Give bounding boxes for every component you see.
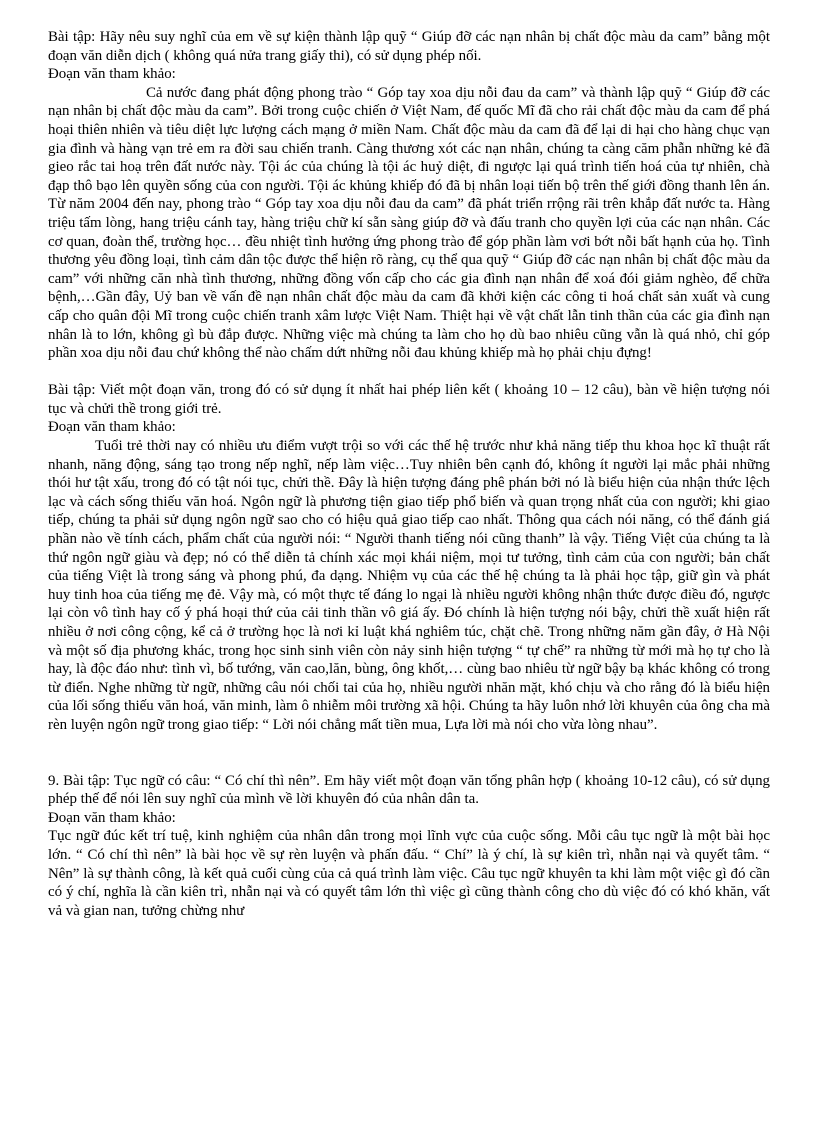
exercise-9-reference-paragraph: Tục ngữ đúc kết trí tuệ, kinh nghiệm của nhân dân trong mọi lĩnh vực của cuộc sống. Mỗi câu tục ngữ là một bài học lớn. “ Có chí thì nên” là bài học về sự rèn luyện và phấn đấu. “ Chí” là ý chí, là sự kiên trì, nhẫn nại và quyết tâm. “ Nên” là sự thành công, là kết quả cuối cùng của cả quá trình làm việc. Câu tục ngữ khuyên ta khi làm một việc gì đó cần có ý chí, nghĩa là cần kiên trì, nhẫn nại và có quyết tâm lớn thì việc gì cũng thành công cho dù việc đó có khó khăn, vất vả và gian nan, tưởng chừng như: [48, 828, 770, 919]
exercise-9: [48, 772, 770, 921]
spacer: [48, 735, 770, 772]
exercise-1-task: Bài tập: Hãy nêu suy nghĩ của em về sự kiện thành lập quỹ “ Giúp đỡ các nạn nhân bị chất độc màu da cam” bằng một đoạn văn diễn dịch ( không quá nửa trang giấy thi), có sử dụng phép nối.: [48, 29, 770, 64]
exercise-2-reference-label: Đoạn văn tham khảo:: [48, 419, 176, 436]
exercise-2-reference-paragraph: Tuổi trẻ thời nay có nhiều ưu điểm vượt trội so với các thế hệ trước như khả năng tiếp thu khoa học kĩ thuật rất nhanh, năng động, sáng tạo trong nếp nghĩ, nếp làm việc…Tuy nhiên bên cạnh đó, không ít người lại mắc phải những thói hư tật xấu, trong đó có tật nói tục, chửi thề. Đây là hiện tượng đáng phê phán bởi nó là biểu hiện của nhận thức lệch lạc và cách sống thiếu văn hoá. Ngôn ngữ là phương tiện giao tiếp phổ biến và quan trọng nhất của con người; khi giao tiếp, chúng ta phải sử dụng ngôn ngữ sao cho có hiệu quả giao tiếp cao nhất. Thông qua cách nói năng, có thể đánh giá phần nào về tính cách, phẩm chất của người nói: “ Người thanh tiếng nói cũng thanh” là vậy. Tiếng Việt của chúng ta là thứ ngôn ngữ giàu và đẹp; nó có thể diễn tả chính xác mọi khái niệm, mọi tư tưởng, tình cảm của con người; bản chất của tiếng Việt là trong sáng và phong phú, đa dạng. Nhiệm vụ của các thế hệ chúng ta là phải học tập, giữ gìn và phát huy tinh hoa của tiếng mẹ đẻ. Vậy mà, có một thực tế đáng lo ngại là nhiều người không nhận thức được điều đó, ngược lại còn vô tình hay cố ý phá hoại thứ của cải tinh thần vô giá ấy. Đó chính là hiện tượng nói bậy, chửi thề xuất hiện rất nhiều ở nơi công cộng, kể cả ở trường học là nơi kỉ luật khá nghiêm túc, chặt chẽ. Trong những năm gần đây, ở Hà Nội và một số địa phương khác, trong học sinh sinh viên còn nảy sinh hiện tượng “ tự chế” ra những từ mới mà họ tự cho là hay, là độc đáo như: tình vì, bố tướng, văn cao,lăn, bùng, ông khốt,… cùng bao nhiêu từ ngữ bậy bạ khác không có trong từ điển. Nghe những từ ngữ, những câu nói chối tai của họ, nhiều người nhăn mặt, khó chịu và cho rằng đó là biểu hiện của lối sống thiếu văn hoá, văn minh, làm ô nhiễm môi trường xã hội. Chúng ta hãy luôn nhớ lời khuyên của ông cha mà rèn luyện ngôn ngữ trong giao tiếp: “ Lời nói chẳng mất tiền mua, Lựa lời mà nói cho vừa lòng nhau”.: [48, 438, 770, 733]
exercise-9-task: 9. Bài tập: Tục ngữ có câu: “ Có chí thì nên”. Em hãy viết một đoạn văn tổng phân hợp ( khoảng 10-12 câu), có sử dụng phép thế để nói lên suy nghĩ của mình về lời khuyên đó của nhân dân ta.: [48, 772, 770, 808]
exercise-1-reference-paragraph: Cả nước đang phát động phong trào “ Góp tay xoa dịu nỗi đau da cam” và thành lập quỹ “ Giúp đỡ các nạn nhân bị chất độc màu da cam”. Bởi trong cuộc chiến ở Việt Nam, đế quốc Mĩ đã cho rải chất độc màu da cam để phá hoại thiên nhiên và tiêu diệt lực lượng cách mạng ở miền Nam. Chất độc màu da cam đã để lại di hại cho hàng chục vạn gia đình và hàng vạn trẻ em ra đời sau chiến tranh. Càng thương xót các nạn nhân, chúng ta càng căm phẫn những kẻ đã gieo rắc tai hoạ trên đất nước này. Tội ác của chúng là tội ác huỷ diệt, đi ngược lại quá trình tiến hoá của tự nhiên, chà đạp thô bạo lên quyền sống của con người. Tội ác khủng khiếp đó đã bị nhân loại tiến bộ trên thế giới đồng thanh lên án. Từ năm 2004 đến nay, phong trào “ Góp tay xoa dịu nỗi đau da cam” đã phát triển rrộng rãi trên khắp đất nước ta. Hàng triệu tấm lòng, hang triệu cánh tay, hàng triệu chữ kí sẵn sàng giúp đỡ và đấu tranh cho quyền lợi của các nạn nhân. Các cơ quan, đoàn thể, trường học… đều nhiệt tình hưởng ứng phong trào để góp phần làm vơi bớt nỗi bất hạnh của họ. Tình thương yêu đồng loại, tình cảm dân tộc được thể hiện rõ ràng, cụ thể qua quỹ “ Giúp đỡ các nạn nhân bị chất độc màu da cam” với những căn nhà tình thương, những đồng vốn cấp cho các gia đình nạn nhân để xoá đói giảm nghèo, để chữa bệnh,…Gần đây, Uỷ ban về vấn đề nạn nhân chất độc màu da cam đã khởi kiện các công ti hoá chất sản xuất và cung cấp cho quân đội Mĩ trong cuộc chiến tranh xâm lược Việt Nam. Thiệt hại về vật chất lẫn tinh thần của các gia đình nạn nhân là to lớn, không gì bù đắp được. Những việc mà chúng ta làm cho họ dù bao nhiêu cũng vẫn là quá nhỏ, chỉ góp phần xoa dịu nỗi đau chứ không thể nào chấm dứt những nỗi đau khủng khiếp mà họ phải chịu đựng!: [48, 84, 770, 362]
exercise-2: [48, 381, 770, 734]
document-page: [48, 28, 770, 920]
exercise-9-reference-label: Đoạn văn tham khảo:: [48, 809, 176, 826]
exercise-2-task: Bài tập: Viết một đoạn văn, trong đó có sử dụng ít nhất hai phép liên kết ( khoảng 10 – 12 câu), bàn về hiện tượng nói tục và chửi thề trong giới trẻ.: [48, 382, 770, 417]
exercise-1: [48, 28, 770, 363]
exercise-1-reference-label: Đoạn văn tham khảo:: [48, 66, 176, 83]
spacer: [48, 363, 770, 382]
